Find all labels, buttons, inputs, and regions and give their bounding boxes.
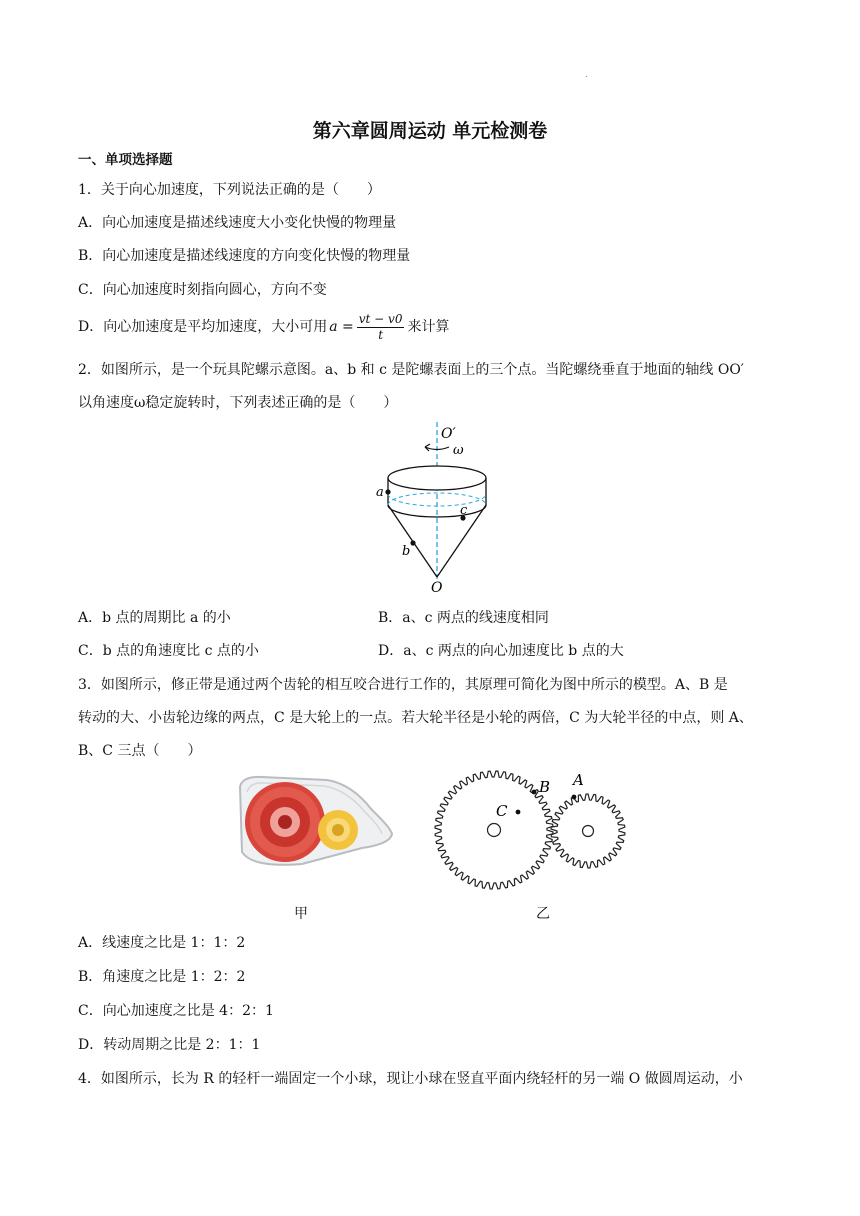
q4-stem-line1: 4．如图所示，长为 R 的轻杆一端固定一个小球，现让小球在竖直平面内绕轻杆的另一端 O 做圆周运动，小 [78,1071,743,1087]
gear-diagram [428,770,633,900]
label-b: B [539,778,551,796]
q3-option-d: D．转动周期之比是 2：1：1 [78,1037,261,1053]
section-heading: 一、单项选择题 [78,152,173,168]
figure-label-jia: 甲 [294,906,308,922]
label-b: b [402,544,411,559]
q3-option-c: C．向心加速度之比是 4：2：1 [78,1003,274,1019]
point-b [532,790,537,795]
small-gear-hub [583,826,594,837]
label-c: c [460,503,468,518]
q2-option-d: D．a、c 两点的向心加速度比 b 点的大 [378,643,624,659]
q2-stem-line2: 以角速度ω稳定旋转时，下列表述正确的是（ ） [78,395,398,411]
top-ellipse [388,466,486,490]
label-o: O [431,580,443,594]
spinning-top-figure [365,422,500,594]
q2-option-b: B．a、c 两点的线速度相同 [378,610,549,626]
label-omega: ω [453,443,464,458]
point-a [385,489,390,494]
q3-option-a: A．线速度之比是 1：1：2 [78,935,246,951]
point-c [516,810,521,815]
q1-formula-numerator: vt − v0 [358,311,403,326]
large-gear-hub [488,824,501,837]
q1-option-d-suffix: 来计算 [407,319,450,335]
q1-option-d-prefix: D．向心加速度是平均加速度，大小可用 [78,319,328,335]
correction-tape-photo [232,772,397,872]
q3-option-b: B．角速度之比是 1：2：2 [78,969,246,985]
q1-stem: 1．关于向心加速度，下列说法正确的是（ ） [78,182,381,198]
q1-formula-fraction [357,312,405,343]
page-title: 第六章圆周运动 单元检测卷 [312,120,548,142]
label-o-prime: O′ [441,426,456,442]
label-a: a [376,485,384,500]
q2-stem-line1: 2．如图所示，是一个玩具陀螺示意图。a、b 和 c 是陀螺表面上的三个点。当陀螺绕垂直于地面的轴线 OO′ [78,362,744,378]
q1-option-d [78,310,449,344]
q1-option-a: A．向心加速度是描述线速度大小变化快慢的物理量 [78,215,397,231]
large-red-gear [245,782,325,862]
q1-option-b: B．向心加速度是描述线速度的方向变化快慢的物理量 [78,248,411,264]
q1-option-c: C．向心加速度时刻指向圆心，方向不变 [78,282,327,298]
q3-stem-line3: B、C 三点（ ） [78,743,202,759]
q3-stem-line2: 转动的大、小齿轮边缘的两点，C 是大轮上的一点。若大轮半径是小轮的两倍，C 为大轮半径的中点，则 A、 [78,710,753,726]
label-a: A [573,771,584,789]
figure-label-yi: 乙 [536,906,550,922]
point-a [572,795,577,800]
header-dot: . [585,70,588,79]
q2-option-c: C．b 点的角速度比 c 点的小 [78,643,259,659]
label-c: C [496,802,508,820]
q1-formula-lhs: a = [329,319,354,335]
q3-stem-line1: 3．如图所示，修正带是通过两个齿轮的相互咬合进行工作的，其原理可简化为图中所示的模型。A、B 是 [78,677,728,693]
q1-formula-denominator: t [378,327,384,342]
small-yellow-gear [318,810,358,850]
q2-option-a: A．b 点的周期比 a 的小 [78,610,231,626]
point-b [410,540,415,545]
